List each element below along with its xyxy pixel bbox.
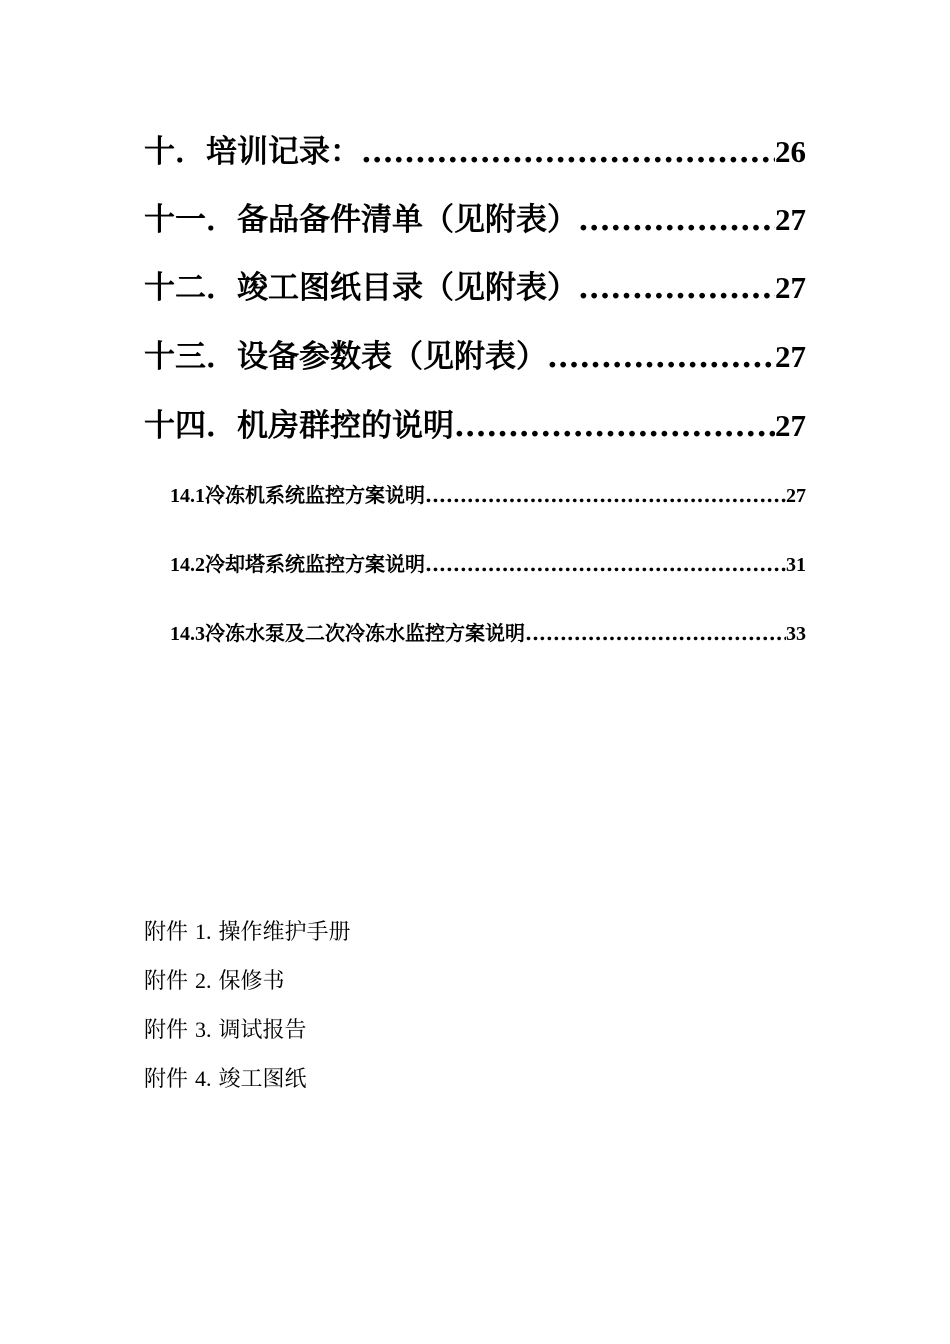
toc-entry-title: 机房群控的说明 [237, 408, 454, 444]
toc-entry-number: 十一． [144, 202, 237, 238]
toc-main-entry-11[interactable] [144, 200, 806, 240]
attachment-title: 操作维护手册 [218, 920, 351, 945]
toc-sub-entry-14-2[interactable] [170, 549, 806, 579]
toc-entry-title: 备品备件清单（见附表） [237, 202, 578, 238]
attachment-prefix: 附件 [144, 920, 189, 945]
toc-sub-entry-14-1[interactable] [170, 480, 806, 510]
attachment-title: 保修书 [218, 969, 285, 994]
dot-leader [454, 406, 775, 446]
attachment-prefix: 附件 [144, 969, 189, 994]
toc-entry-title: 竣工图纸目录（见附表） [237, 270, 578, 306]
attachment-prefix: 附件 [144, 1067, 189, 1092]
toc-entry-page: 27 [775, 339, 806, 374]
attachment-prefix: 附件 [144, 1018, 189, 1043]
toc-entry-number: 十四． [144, 408, 237, 444]
attachment-title: 调试报告 [218, 1018, 307, 1043]
attachment-number: 2. [195, 968, 212, 993]
toc-sub-entry-14-3[interactable] [170, 618, 806, 648]
attachment-2 [144, 965, 285, 997]
toc-entry-page: 33 [786, 623, 806, 645]
toc-entry-title: 冷冻水泵及二次冷冻水监控方案说明 [205, 621, 525, 645]
attachment-4 [144, 1063, 307, 1095]
dot-leader [547, 337, 775, 377]
attachment-1 [144, 916, 351, 948]
toc-entry-title: 培训记录： [206, 134, 361, 170]
dot-leader [578, 200, 775, 240]
attachment-title: 竣工图纸 [218, 1067, 307, 1092]
toc-entry-title: 冷冻机系统监控方案说明 [205, 483, 425, 507]
toc-entry-number: 十二． [144, 270, 237, 306]
attachment-number: 3. [195, 1017, 212, 1042]
toc-entry-number: 14.2 [170, 554, 205, 576]
toc-entry-page: 27 [786, 485, 806, 507]
toc-main-entry-13[interactable] [144, 337, 806, 377]
dot-leader [425, 480, 786, 510]
toc-main-entry-12[interactable] [144, 268, 806, 308]
toc-entry-number: 十三． [144, 339, 237, 375]
attachment-number: 4. [195, 1066, 212, 1091]
dot-leader [361, 132, 775, 172]
toc-entry-number: 14.3 [170, 623, 205, 645]
dot-leader [525, 618, 786, 648]
toc-main-entry-14[interactable] [144, 406, 806, 446]
attachment-number: 1. [195, 919, 212, 944]
toc-entry-number: 十． [144, 134, 206, 170]
dot-leader [425, 549, 786, 579]
toc-entry-page: 27 [775, 202, 806, 237]
dot-leader [578, 268, 775, 308]
attachment-3 [144, 1014, 307, 1046]
toc-entry-page: 31 [786, 554, 806, 576]
toc-entry-page: 27 [775, 270, 806, 305]
toc-entry-number: 14.1 [170, 485, 205, 507]
toc-entry-title: 冷却塔系统监控方案说明 [205, 552, 425, 576]
toc-entry-page: 26 [775, 134, 806, 169]
toc-entry-page: 27 [775, 408, 806, 443]
toc-main-entry-10[interactable] [144, 132, 806, 172]
toc-entry-title: 设备参数表（见附表） [237, 339, 547, 375]
